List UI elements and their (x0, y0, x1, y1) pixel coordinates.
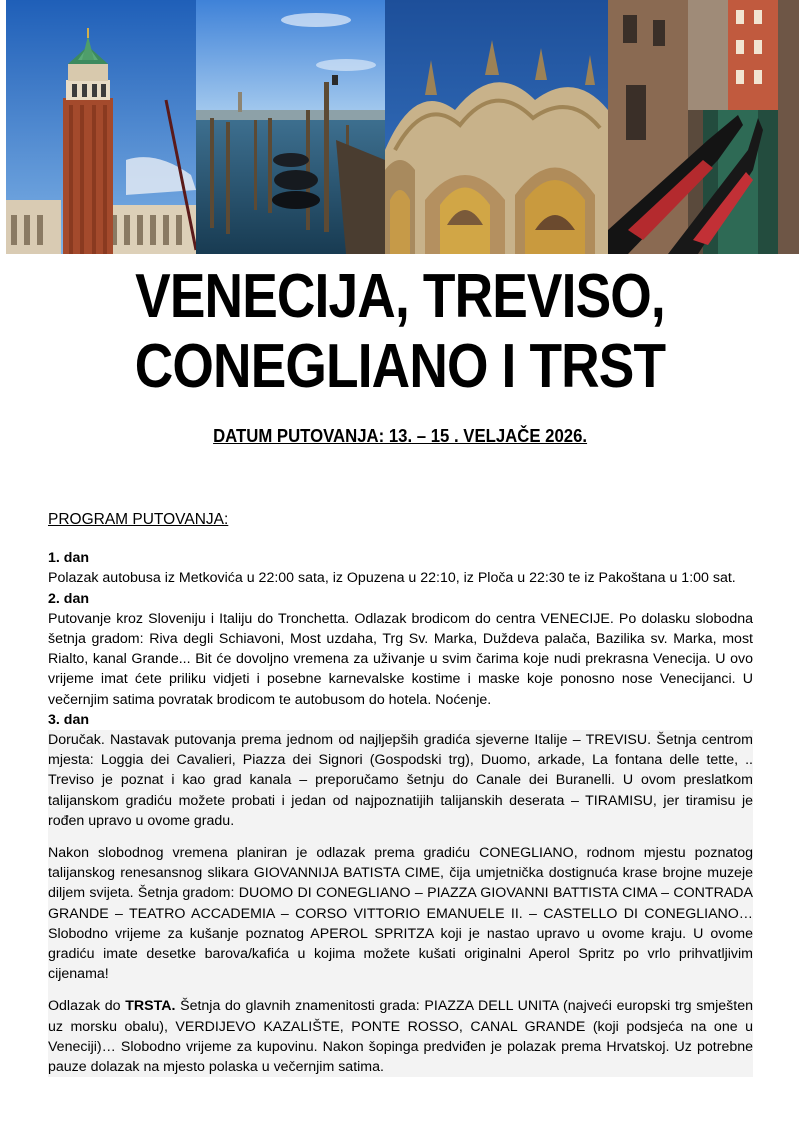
day-3-label: 3. dan (48, 711, 89, 728)
day-3-treviso-text: Doručak. Nastavak putovanja prema jednom od najljepših gradića sjeverne Italije – TREVISU. Šetnja centrom mjesta: Loggia dei Cavalieri, Piazza dei Signori (Gospodski trg), Duomo, arkade, La fontana delle tette, .. Treviso je poznat i kao grad kanala – preporučamo šetnju do Canale dei Buranelli. U ovom preslatkom talijanskom gradiću možete probati i jedan od najpoznatijih talijanskih deserata – TIRAMISU, jer tiramisu je rođen upravo u ovome gradu. (48, 730, 753, 831)
title-line-1: VENECIJA, TREVISO, (135, 262, 665, 331)
canal-gondolas-photo (608, 0, 799, 254)
spacer (48, 831, 753, 843)
lagoon-gondolas-photo (196, 0, 385, 254)
trst-bold: TRSTA. (125, 998, 176, 1015)
trst-rest: Šetnja do glavnih znamenitosti grada: PIAZZA DELL UNITA (najveći europski trg smješten uz morsku obalu), VERDIJEVO KAZALIŠTE, PONTE ROSSO, CANAL GRANDE (koji podsjeća na one u Veneciji)… Slobodno vrijeme za kupovinu. Nakon šopinga predviđen je polazak prema Hrvatskoj. Uz potrebne pauze dolazak na mjesto polaska u večernjim satima. (48, 998, 753, 1076)
basilica-facade-photo (385, 0, 608, 254)
travel-date-text: DATUM PUTOVANJA: 13. – 15 . VELJAČE 2026. (212, 426, 587, 446)
title-line-2: CONEGLIANO I TRST (134, 332, 666, 401)
trst-prefix: Odlazak do (48, 998, 126, 1015)
photo-banner (6, 0, 799, 254)
page-title (56, 262, 744, 402)
day-2-text: Putovanje kroz Sloveniju i Italiju do Tronchetta. Odlazak brodicom do centra VENECIJE. Po dolasku slobodna šetnja gradom: Riva degli Schiavoni, Most uzdaha, Trg Sv. Marka, Duždeva palača, Bazilika sv. Marka, most Rialto, kanal Grande... Bit će dovoljno vremena za uživanje u svim čarima koje nudi prekrasna Venecija. U ovo vrijeme imat ćete priliku vidjeti i posebne karnevalske kostime i maske koje ponosno nose Venecijanci. U večernjim satima povratak brodicom te autobusom do hotela. Noćenje. (48, 610, 753, 708)
day-1-text: Polazak autobusa iz Metkovića u 22:00 sata, iz Opuzena u 22:10, iz Ploča u 22:30 te iz Pakoštana u 1:00 sat. (48, 570, 736, 587)
spacer (48, 984, 753, 996)
day-1-label: 1. dan (48, 550, 89, 567)
day-3-trst-text (48, 996, 753, 1077)
campanile-photo (6, 0, 196, 254)
travel-date (0, 426, 800, 447)
program-heading: PROGRAM PUTOVANJA: (48, 511, 229, 528)
day-3-conegliano-text: Nakon slobodnog vremena planiran je odlazak prema gradiću CONEGLIANO, rodnom mjestu poznatog talijanskog renesansnog slikara GIOVANNIJA BATISTA CIME, čija umjetnička dostignuća krase brojne muzeje diljem svijeta. Šetnja gradom: DUOMO DI CONEGLIANO – PIAZZA GIOVANNI BATTISTA CIMA – CONTRADA GRANDE – TEATRO ACCADEMIA – CORSO VITTORIO EMANUELE II. – CASTELLO DI CONEGLIANO… Slobodno vrijeme za kušanje poznatog APEROL SPRITZA koji je nastao upravo u ovome kraju. U ovome gradiću imate desetke barova/kafića u kojima možete kušati originalni Aperol Spritz po vrlo prihvatljivim cijenama! (48, 843, 753, 984)
day-2-label: 2. dan (48, 590, 89, 607)
travel-program (48, 510, 753, 1077)
